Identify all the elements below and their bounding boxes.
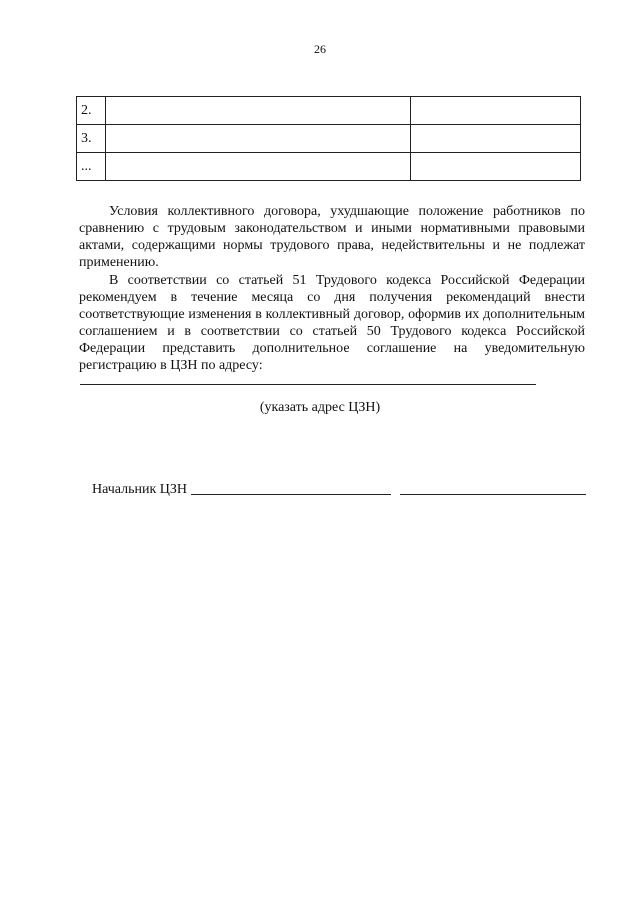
- row-number: 2.: [77, 97, 106, 125]
- address-caption: (указать адрес ЦЗН): [259, 400, 381, 415]
- table-row: [77, 153, 581, 181]
- page-number: 26: [314, 42, 326, 56]
- signature-label: Начальник ЦЗН: [92, 482, 188, 497]
- row-number: ...: [77, 153, 106, 181]
- table-row: [77, 125, 581, 153]
- signature-line: [191, 494, 391, 495]
- table-cell: [411, 97, 581, 125]
- conditions-table: [76, 96, 581, 181]
- table-cell: [106, 153, 411, 181]
- table-row: [77, 97, 581, 125]
- table-cell: [411, 125, 581, 153]
- address-line: [80, 384, 536, 385]
- row-number: 3.: [77, 125, 106, 153]
- paragraph-conditions: Условия коллективного договора, ухудшающие положение работников по сравнению с трудовым законодательством и иными нормативными правовыми актами, содержащими нормы трудового права, недействительны и не подлежат применению.: [79, 204, 585, 270]
- table-cell: [106, 97, 411, 125]
- name-line: [400, 494, 586, 495]
- table-cell: [411, 153, 581, 181]
- paragraph-recommendation: В соответствии со статьей 51 Трудового кодекса Российской Федерации рекомендуем в течение месяца со дня получения рекомендаций внести соответствующие изменения в коллективный договор, оформив их дополнительным соглашением и в соответствии со статьей 50 Трудового кодекса Российской Федерации представить дополнительное соглашение на уведомительную регистрацию в ЦЗН по адресу:: [79, 273, 585, 373]
- table-cell: [106, 125, 411, 153]
